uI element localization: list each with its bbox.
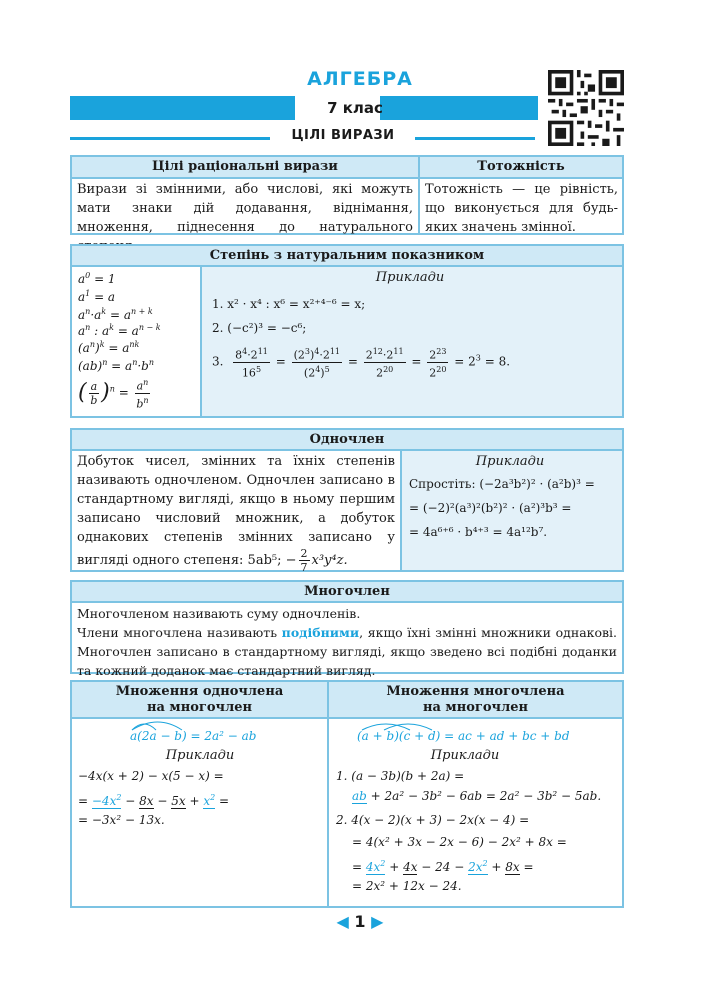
polynomial-polynomial-rule: (a + b)(c + d) = ac + ad + bc + bd [357,729,570,743]
right-example-line-5: = $4x^2 + 4x - 24 - 2x^2 + 8x$ = [352,859,534,874]
topic-line-left [70,137,270,140]
monomial-definition-end: x³y⁴z. [311,553,348,568]
right-example-line-6: = 2x² + 12x − 24. [352,879,462,893]
right-example-line-2: ab + 2a² − 3b² − 6ab = 2a² − 3b² − 5ab. [352,789,602,803]
natural-power-header: Степінь з натуральним показником [72,246,622,267]
monomial-example-line-2: = (−2)²(a³)²(b²)² · (a²)³b³ = [409,501,572,515]
topic-title: ЦІЛІ ВИРАЗИ [291,128,395,143]
polynomial-header: Многочлен [72,582,622,603]
left-example-line-3: = −3x² − 13x. [78,813,165,827]
rational-expressions-text: Вирази зі змінними, або числові, які можуть мати знаки дій додавання, віднімання, множення, піднесення до натурального [77,182,413,235]
rational-expressions-header: Цілі раціональні вирази [72,157,418,179]
monomial-header: Одночлен [72,430,622,451]
left-example-line-2: = $-4x^2 - 8x - 5x + x^2$ = [78,793,230,808]
power-example-1: 1. x² · x⁴ : x⁶ = x²⁺⁴⁻⁶ = x; [212,297,366,311]
grade-label: 7 клас [327,99,383,117]
next-page-icon[interactable]: ▶ [371,912,384,931]
power-examples-area [202,267,622,416]
monomial-by-polynomial-title-2: на многочлен [146,700,253,715]
right-example-line-1: 1. (a − 3b)(b + 2a) = [336,769,465,783]
monomial-definition: Добуток чисел, змінних та їхніх степенів називають одночленом. Одночлен записано в стандартному вигляді, якщо в ньому першим записано числовий множник, а добуток однакових степенів змінних записано у вигляді одного степеня: 5ab⁵; − $\frac{2}{7}$ x³y⁴z. [77,454,395,574]
power-example-3-number: 3. [212,354,224,369]
identity-text: Тотожність — це рівність, що виконується для будь-яких значень змінної. [425,182,618,235]
monomial-by-polynomial-header [72,682,327,719]
monomial-example-line-3: = 4a⁶⁺⁶ · b⁴⁺³ = 4a¹²b⁷. [409,525,548,539]
page-number [0,912,720,931]
distribution-arc-left [128,718,188,732]
right-example-line-2-tail: + 2a² − 3b² − 6ab = 2a² − 3b² − 5ab. [370,789,602,803]
monomial-example-line-1: Спростіть: (−2a³b²)² · (a²b)³ = [409,477,595,491]
page-number-value: 1 [354,912,366,931]
polynomial-text-post: , якщо їхні змінні множники однакові. Многочлен записано в стандартному вигляді, якщо зведено всі подібні доданки та кожний доданок має стандартний вигляд. [77,625,617,678]
section5-divider [327,682,329,906]
topic-line-right [415,137,535,140]
power-rule-power: $(a^n)^k = a^{nk}$ [78,340,140,355]
distribution-arc-right [356,718,446,732]
monomial-definition-text: Добуток чисел, змінних та їхніх степенів називають одночленом. Одночлен записано в стандартному вигляді, якщо в ньому першим записано числовий множник, а добуток однакових степенів змінних записано у вигляді одного степеня: 5ab⁵; − [77,454,395,568]
grade-bar-left [70,96,295,120]
qr-code-icon[interactable] [548,70,624,146]
similar-terms-keyword: подібними [281,625,360,640]
right-examples-label: Приклади [430,748,500,763]
power-rule-fraction-power: ( $\frac{a}{b}$ )$^n$ = $\frac{a^n}{b^n}$ [78,378,149,411]
monomial-by-polynomial-title-1: Множення одночлена [115,684,284,699]
power-rule-product-power: $(ab)^n = a^n\cdot b^n$ [78,358,155,373]
power-rule-1: $a^1 = a$ [78,289,116,304]
monomial-polynomial-rule: a(2a − b) = 2a² − ab [130,729,257,743]
polynomial-by-polynomial-title-1: Множення многочлена [386,684,565,699]
identity-header: Тотожність [420,157,622,179]
power-example-3: 3. $\frac{8^4\cdot 2^{11}}{16^5}$ = $\frac{(2^3)^4\cdot 2^{11}}{(2^4)^5}$ = $\frac{2^{12}\cdot 2^{11}}{2^{20}}$ = $\frac{2^{23}}{2^{20}}$ = $2^3 = 8$. [212,347,511,380]
section1-divider [418,157,420,233]
previous-page-icon[interactable]: ◀ [336,912,349,931]
subject-title: АЛГЕБРА [307,68,413,90]
power-example-2: 2. (−c²)³ = −c⁶; [212,321,307,335]
polynomial-definition: Многочленом називають суму одночленів. [77,606,361,621]
right-example-line-3: 2. 4(x − 2)(x + 3) − 2x(x − 4) = [336,813,530,827]
right-example-line-4: = 4(x² + 3x − 2x − 6) − 2x² + 8x = [352,835,567,849]
power-examples-label: Приклади [375,270,445,285]
polynomial-text-pre: Члени многочлена називають [77,625,282,640]
left-example-line-1: −4x(x + 2) − x(5 − x) = [78,769,224,783]
polynomial-similar-terms [77,623,617,680]
left-examples-label: Приклади [165,748,235,763]
polynomial-text [77,604,617,680]
power-rule-quotient: $a^n$ : $a^k = a^{n - k}$ [78,323,161,338]
power-rule-product: $a^n\cdot a^k = a^{n + k}$ [78,307,153,322]
monomial-examples-label: Приклади [475,454,545,469]
power-rule-0: $a^0 = 1$ [78,271,116,286]
polynomial-by-polynomial-header [329,682,622,719]
polynomial-by-polynomial-title-2: на многочлен [422,700,529,715]
